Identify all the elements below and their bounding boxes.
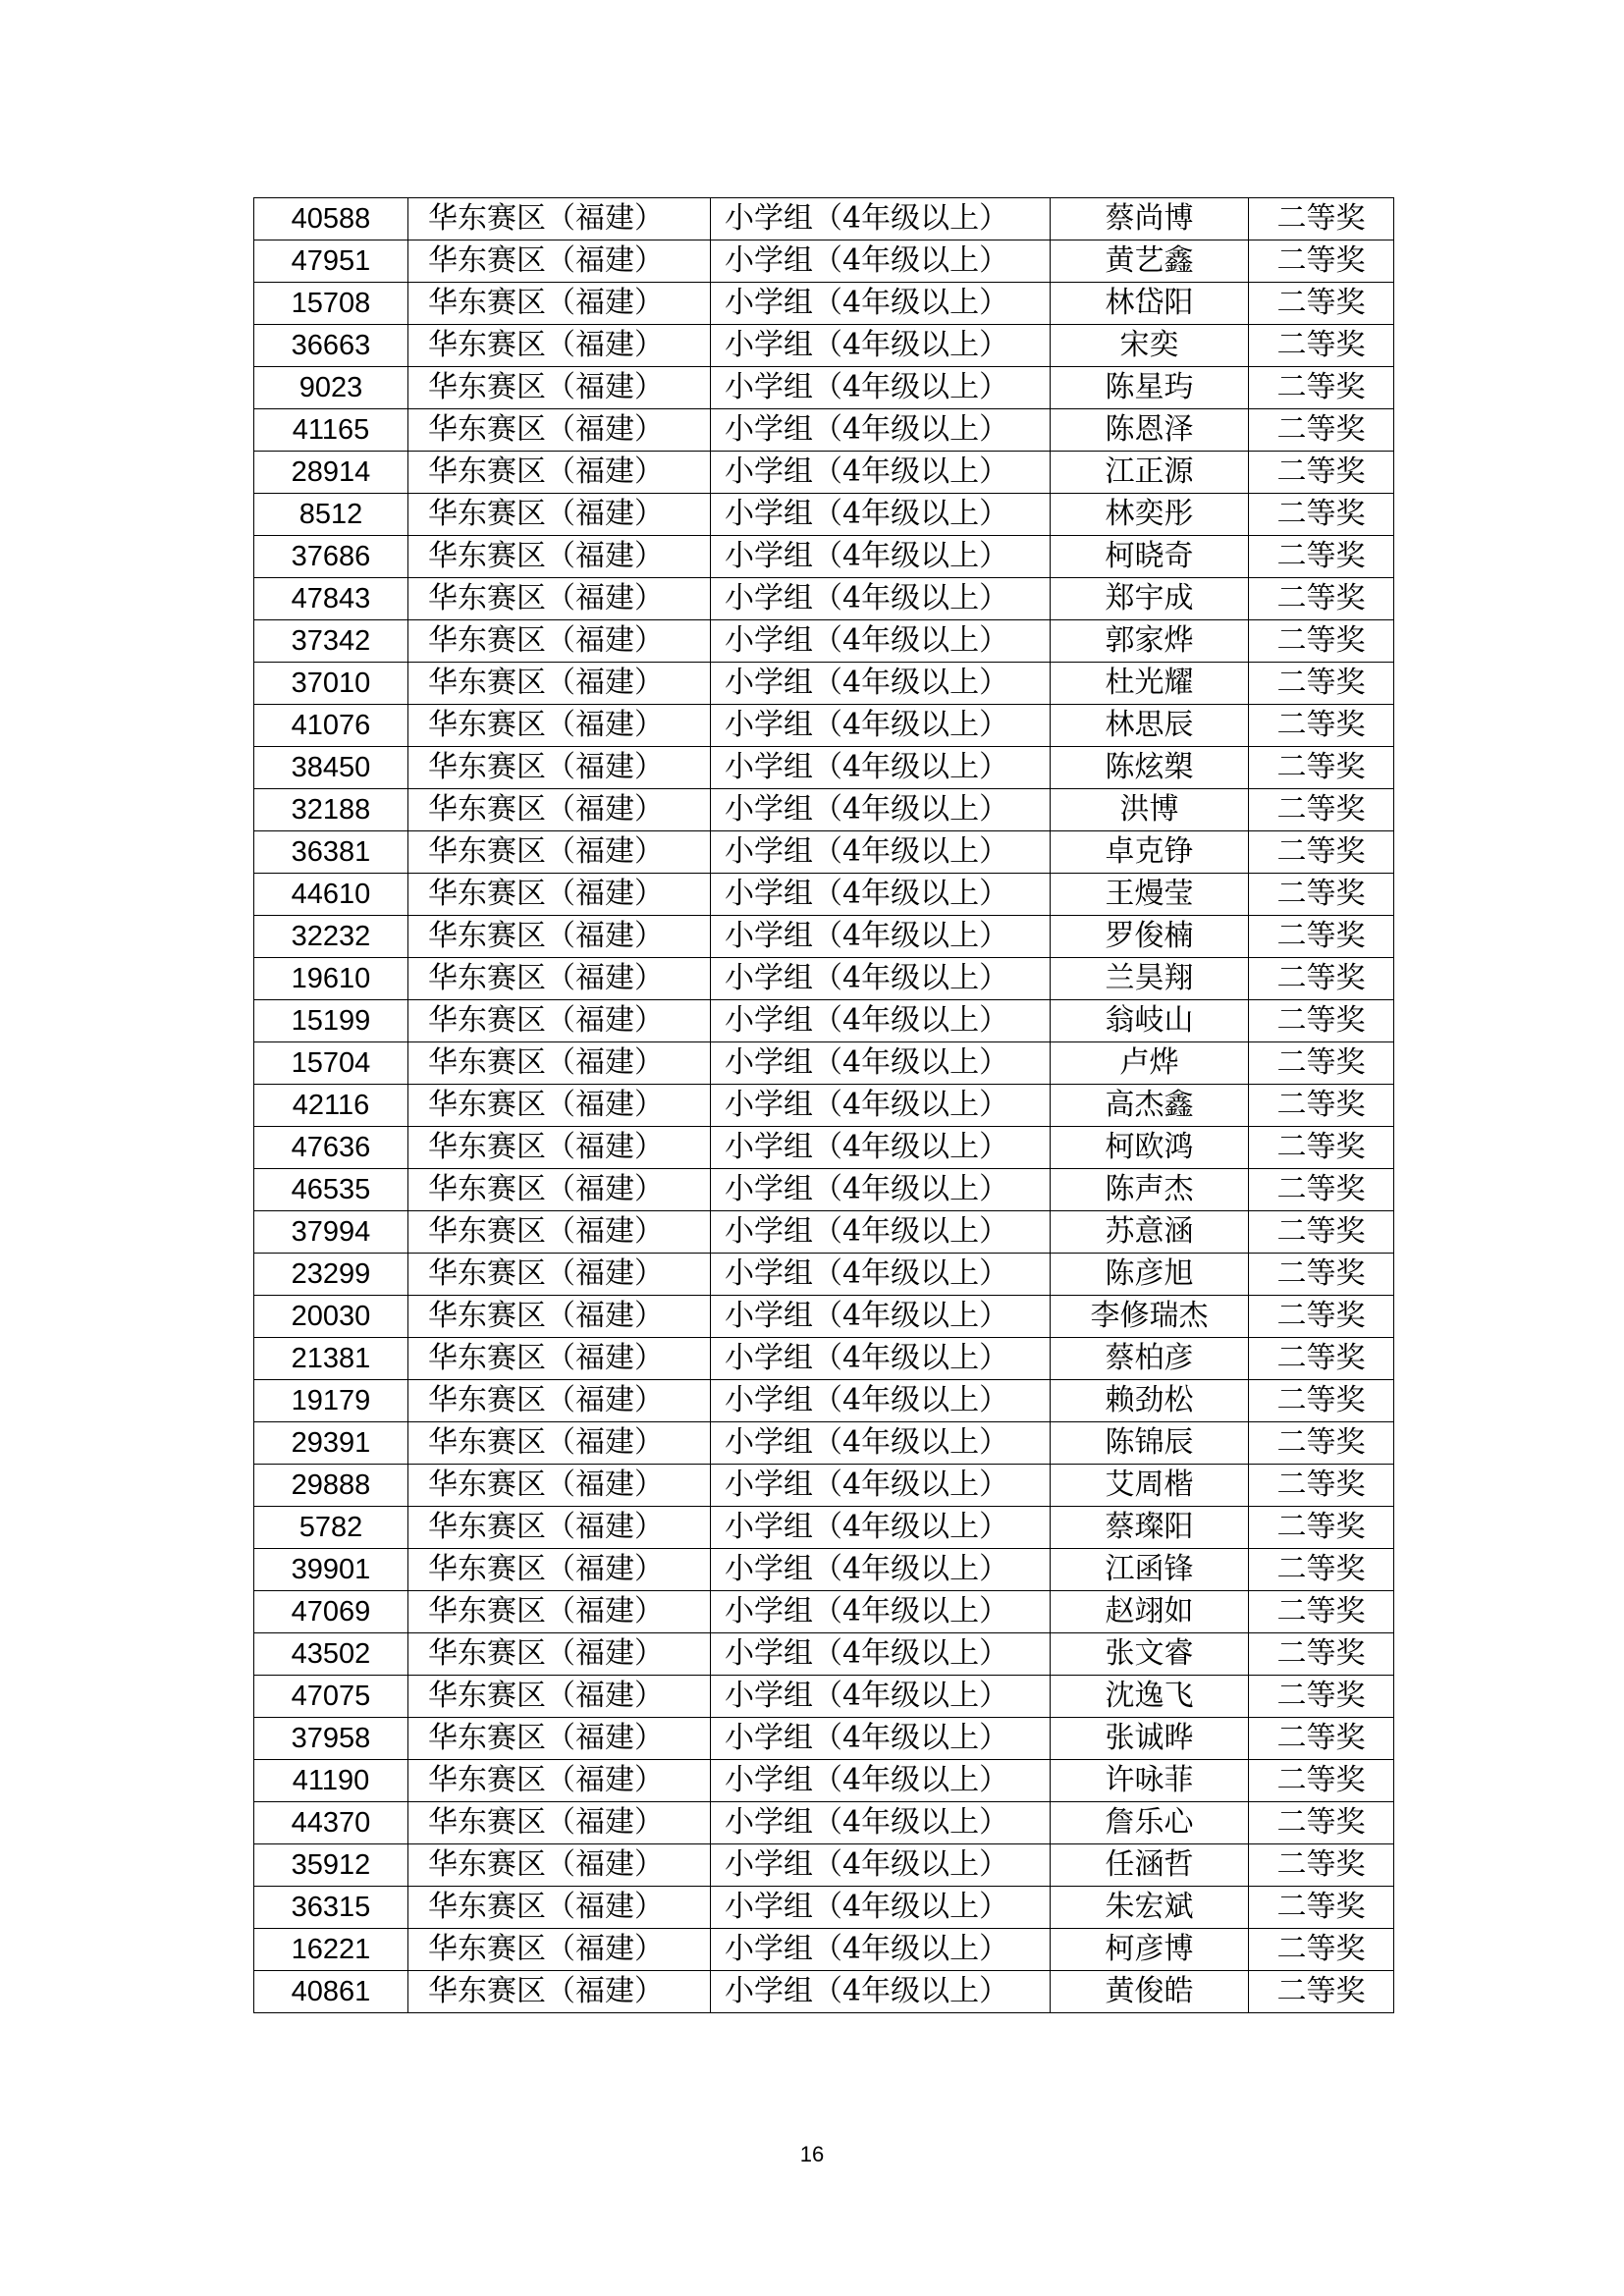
cell-group: 小学组（4年级以上）	[711, 663, 1051, 705]
cell-group: 小学组（4年级以上）	[711, 1254, 1051, 1296]
cell-name: 柯晓奇	[1051, 536, 1249, 578]
table-row	[254, 1127, 1394, 1169]
cell-name: 林岱阳	[1051, 283, 1249, 325]
cell-id: 29888	[254, 1465, 408, 1507]
cell-group: 小学组（4年级以上）	[711, 1591, 1051, 1633]
cell-group: 小学组（4年级以上）	[711, 1169, 1051, 1211]
cell-id: 47843	[254, 578, 408, 620]
cell-region: 华东赛区（福建）	[408, 198, 711, 240]
cell-group: 小学组（4年级以上）	[711, 1633, 1051, 1676]
table-row	[254, 1465, 1394, 1507]
cell-award: 二等奖	[1249, 367, 1394, 409]
table-row	[254, 1380, 1394, 1422]
cell-id: 32232	[254, 916, 408, 958]
cell-name: 江函锋	[1051, 1549, 1249, 1591]
table-row	[254, 1254, 1394, 1296]
cell-group: 小学组（4年级以上）	[711, 1929, 1051, 1971]
table-row	[254, 1760, 1394, 1802]
cell-group: 小学组（4年级以上）	[711, 874, 1051, 916]
cell-region: 华东赛区（福建）	[408, 1676, 711, 1718]
cell-region: 华东赛区（福建）	[408, 367, 711, 409]
cell-name: 郑宇成	[1051, 578, 1249, 620]
cell-name: 陈星玙	[1051, 367, 1249, 409]
cell-award: 二等奖	[1249, 494, 1394, 536]
cell-group: 小学组（4年级以上）	[711, 789, 1051, 831]
cell-name: 郭家烨	[1051, 620, 1249, 663]
cell-group: 小学组（4年级以上）	[711, 1042, 1051, 1085]
cell-group: 小学组（4年级以上）	[711, 1676, 1051, 1718]
table-row	[254, 1633, 1394, 1676]
table-row	[254, 367, 1394, 409]
cell-name: 苏意涵	[1051, 1211, 1249, 1254]
cell-region: 华东赛区（福建）	[408, 1254, 711, 1296]
cell-name: 沈逸飞	[1051, 1676, 1249, 1718]
cell-group: 小学组（4年级以上）	[711, 916, 1051, 958]
cell-name: 罗俊楠	[1051, 916, 1249, 958]
cell-group: 小学组（4年级以上）	[711, 536, 1051, 578]
table-row	[254, 578, 1394, 620]
cell-region: 华东赛区（福建）	[408, 325, 711, 367]
cell-region: 华东赛区（福建）	[408, 789, 711, 831]
cell-id: 28914	[254, 452, 408, 494]
cell-id: 35912	[254, 1844, 408, 1887]
cell-award: 二等奖	[1249, 1042, 1394, 1085]
cell-id: 5782	[254, 1507, 408, 1549]
cell-name: 高杰鑫	[1051, 1085, 1249, 1127]
cell-award: 二等奖	[1249, 1549, 1394, 1591]
cell-name: 詹乐心	[1051, 1802, 1249, 1844]
cell-id: 16221	[254, 1929, 408, 1971]
cell-id: 44610	[254, 874, 408, 916]
table-row	[254, 409, 1394, 452]
cell-award: 二等奖	[1249, 1971, 1394, 2013]
cell-name: 宋奕	[1051, 325, 1249, 367]
cell-region: 华东赛区（福建）	[408, 1718, 711, 1760]
table-row	[254, 1338, 1394, 1380]
table-row	[254, 1676, 1394, 1718]
cell-award: 二等奖	[1249, 1760, 1394, 1802]
cell-region: 华东赛区（福建）	[408, 1296, 711, 1338]
results-table	[253, 197, 1394, 2013]
cell-group: 小学组（4年级以上）	[711, 705, 1051, 747]
cell-award: 二等奖	[1249, 283, 1394, 325]
cell-region: 华东赛区（福建）	[408, 1929, 711, 1971]
cell-group: 小学组（4年级以上）	[711, 1000, 1051, 1042]
cell-award: 二等奖	[1249, 1844, 1394, 1887]
cell-award: 二等奖	[1249, 1507, 1394, 1549]
cell-award: 二等奖	[1249, 705, 1394, 747]
cell-group: 小学组（4年级以上）	[711, 1971, 1051, 2013]
cell-award: 二等奖	[1249, 1465, 1394, 1507]
table-row	[254, 1507, 1394, 1549]
table-row	[254, 1802, 1394, 1844]
cell-name: 李修瑞杰	[1051, 1296, 1249, 1338]
table-row	[254, 494, 1394, 536]
cell-award: 二等奖	[1249, 409, 1394, 452]
cell-name: 陈锦辰	[1051, 1422, 1249, 1465]
cell-region: 华东赛区（福建）	[408, 1549, 711, 1591]
cell-name: 黄艺鑫	[1051, 240, 1249, 283]
cell-region: 华东赛区（福建）	[408, 1085, 711, 1127]
cell-group: 小学组（4年级以上）	[711, 1338, 1051, 1380]
cell-id: 41165	[254, 409, 408, 452]
cell-award: 二等奖	[1249, 536, 1394, 578]
table-row	[254, 325, 1394, 367]
cell-id: 9023	[254, 367, 408, 409]
cell-region: 华东赛区（福建）	[408, 1507, 711, 1549]
table-row	[254, 1211, 1394, 1254]
cell-id: 46535	[254, 1169, 408, 1211]
cell-region: 华东赛区（福建）	[408, 663, 711, 705]
cell-award: 二等奖	[1249, 1211, 1394, 1254]
cell-region: 华东赛区（福建）	[408, 1169, 711, 1211]
cell-id: 19610	[254, 958, 408, 1000]
cell-id: 41190	[254, 1760, 408, 1802]
cell-group: 小学组（4年级以上）	[711, 1127, 1051, 1169]
cell-award: 二等奖	[1249, 325, 1394, 367]
cell-region: 华东赛区（福建）	[408, 452, 711, 494]
cell-id: 43502	[254, 1633, 408, 1676]
cell-group: 小学组（4年级以上）	[711, 367, 1051, 409]
table-row	[254, 831, 1394, 874]
cell-name: 江正源	[1051, 452, 1249, 494]
cell-id: 47636	[254, 1127, 408, 1169]
table-row	[254, 916, 1394, 958]
cell-region: 华东赛区（福建）	[408, 536, 711, 578]
cell-award: 二等奖	[1249, 747, 1394, 789]
cell-id: 37686	[254, 536, 408, 578]
cell-award: 二等奖	[1249, 874, 1394, 916]
cell-region: 华东赛区（福建）	[408, 283, 711, 325]
cell-group: 小学组（4年级以上）	[711, 1507, 1051, 1549]
cell-name: 洪博	[1051, 789, 1249, 831]
cell-name: 陈声杰	[1051, 1169, 1249, 1211]
cell-group: 小学组（4年级以上）	[711, 1465, 1051, 1507]
cell-award: 二等奖	[1249, 620, 1394, 663]
cell-name: 朱宏斌	[1051, 1887, 1249, 1929]
cell-region: 华东赛区（福建）	[408, 747, 711, 789]
cell-award: 二等奖	[1249, 240, 1394, 283]
cell-award: 二等奖	[1249, 1296, 1394, 1338]
cell-group: 小学组（4年级以上）	[711, 1887, 1051, 1929]
table-row	[254, 452, 1394, 494]
cell-id: 39901	[254, 1549, 408, 1591]
table-row	[254, 1971, 1394, 2013]
cell-award: 二等奖	[1249, 1802, 1394, 1844]
cell-award: 二等奖	[1249, 1718, 1394, 1760]
cell-group: 小学组（4年级以上）	[711, 283, 1051, 325]
cell-region: 华东赛区（福建）	[408, 1887, 711, 1929]
cell-region: 华东赛区（福建）	[408, 1633, 711, 1676]
cell-region: 华东赛区（福建）	[408, 240, 711, 283]
table-row	[254, 1085, 1394, 1127]
cell-group: 小学组（4年级以上）	[711, 1549, 1051, 1591]
cell-name: 陈恩泽	[1051, 409, 1249, 452]
cell-name: 兰昊翔	[1051, 958, 1249, 1000]
cell-region: 华东赛区（福建）	[408, 831, 711, 874]
cell-name: 陈炫槊	[1051, 747, 1249, 789]
cell-name: 柯欧鸿	[1051, 1127, 1249, 1169]
table-row	[254, 705, 1394, 747]
cell-id: 15708	[254, 283, 408, 325]
cell-id: 21381	[254, 1338, 408, 1380]
cell-award: 二等奖	[1249, 1591, 1394, 1633]
cell-group: 小学组（4年级以上）	[711, 1211, 1051, 1254]
cell-name: 黄俊皓	[1051, 1971, 1249, 2013]
table-row	[254, 1169, 1394, 1211]
cell-group: 小学组（4年级以上）	[711, 1802, 1051, 1844]
cell-id: 36315	[254, 1887, 408, 1929]
cell-name: 林奕彤	[1051, 494, 1249, 536]
cell-id: 36381	[254, 831, 408, 874]
cell-name: 任涵哲	[1051, 1844, 1249, 1887]
cell-region: 华东赛区（福建）	[408, 1760, 711, 1802]
table-row	[254, 198, 1394, 240]
cell-group: 小学组（4年级以上）	[711, 452, 1051, 494]
cell-region: 华东赛区（福建）	[408, 1042, 711, 1085]
cell-group: 小学组（4年级以上）	[711, 831, 1051, 874]
cell-award: 二等奖	[1249, 578, 1394, 620]
cell-name: 柯彦博	[1051, 1929, 1249, 1971]
cell-id: 29391	[254, 1422, 408, 1465]
table-row	[254, 1042, 1394, 1085]
table-row	[254, 789, 1394, 831]
cell-id: 20030	[254, 1296, 408, 1338]
cell-id: 19179	[254, 1380, 408, 1422]
cell-group: 小学组（4年级以上）	[711, 620, 1051, 663]
table-row	[254, 283, 1394, 325]
cell-award: 二等奖	[1249, 1380, 1394, 1422]
cell-group: 小学组（4年级以上）	[711, 578, 1051, 620]
cell-region: 华东赛区（福建）	[408, 1971, 711, 2013]
cell-award: 二等奖	[1249, 1254, 1394, 1296]
cell-id: 47069	[254, 1591, 408, 1633]
cell-id: 41076	[254, 705, 408, 747]
cell-award: 二等奖	[1249, 663, 1394, 705]
cell-name: 卢烨	[1051, 1042, 1249, 1085]
cell-region: 华东赛区（福建）	[408, 958, 711, 1000]
cell-id: 47951	[254, 240, 408, 283]
table-row	[254, 1296, 1394, 1338]
cell-id: 44370	[254, 1802, 408, 1844]
cell-id: 37010	[254, 663, 408, 705]
cell-group: 小学组（4年级以上）	[711, 1844, 1051, 1887]
cell-name: 艾周楷	[1051, 1465, 1249, 1507]
cell-id: 32188	[254, 789, 408, 831]
cell-award: 二等奖	[1249, 1127, 1394, 1169]
cell-id: 38450	[254, 747, 408, 789]
cell-region: 华东赛区（福建）	[408, 874, 711, 916]
cell-name: 陈彦旭	[1051, 1254, 1249, 1296]
cell-id: 23299	[254, 1254, 408, 1296]
cell-region: 华东赛区（福建）	[408, 494, 711, 536]
cell-award: 二等奖	[1249, 1169, 1394, 1211]
cell-award: 二等奖	[1249, 1085, 1394, 1127]
cell-region: 华东赛区（福建）	[408, 705, 711, 747]
cell-name: 张诚晔	[1051, 1718, 1249, 1760]
cell-group: 小学组（4年级以上）	[711, 958, 1051, 1000]
cell-group: 小学组（4年级以上）	[711, 1422, 1051, 1465]
cell-region: 华东赛区（福建）	[408, 1422, 711, 1465]
cell-award: 二等奖	[1249, 1633, 1394, 1676]
cell-award: 二等奖	[1249, 1676, 1394, 1718]
cell-name: 林思辰	[1051, 705, 1249, 747]
cell-id: 40861	[254, 1971, 408, 2013]
cell-award: 二等奖	[1249, 916, 1394, 958]
cell-group: 小学组（4年级以上）	[711, 1296, 1051, 1338]
cell-id: 37342	[254, 620, 408, 663]
cell-award: 二等奖	[1249, 1929, 1394, 1971]
cell-region: 华东赛区（福建）	[408, 1338, 711, 1380]
cell-group: 小学组（4年级以上）	[711, 747, 1051, 789]
table-row	[254, 1844, 1394, 1887]
cell-group: 小学组（4年级以上）	[711, 409, 1051, 452]
cell-id: 47075	[254, 1676, 408, 1718]
cell-award: 二等奖	[1249, 198, 1394, 240]
cell-group: 小学组（4年级以上）	[711, 198, 1051, 240]
page-number: 16	[799, 2142, 825, 2166]
cell-group: 小学组（4年级以上）	[711, 240, 1051, 283]
table-row	[254, 240, 1394, 283]
cell-award: 二等奖	[1249, 1338, 1394, 1380]
cell-name: 卓克铮	[1051, 831, 1249, 874]
table-row	[254, 663, 1394, 705]
table-row	[254, 958, 1394, 1000]
cell-id: 15704	[254, 1042, 408, 1085]
cell-group: 小学组（4年级以上）	[711, 1380, 1051, 1422]
table-row	[254, 1000, 1394, 1042]
cell-region: 华东赛区（福建）	[408, 1591, 711, 1633]
cell-group: 小学组（4年级以上）	[711, 1718, 1051, 1760]
table-row	[254, 620, 1394, 663]
cell-name: 许咏菲	[1051, 1760, 1249, 1802]
cell-name: 赵翊如	[1051, 1591, 1249, 1633]
cell-region: 华东赛区（福建）	[408, 1844, 711, 1887]
cell-award: 二等奖	[1249, 452, 1394, 494]
cell-region: 华东赛区（福建）	[408, 916, 711, 958]
cell-award: 二等奖	[1249, 958, 1394, 1000]
table-row	[254, 747, 1394, 789]
cell-id: 42116	[254, 1085, 408, 1127]
table-row	[254, 536, 1394, 578]
cell-region: 华东赛区（福建）	[408, 1211, 711, 1254]
table-row	[254, 1422, 1394, 1465]
cell-group: 小学组（4年级以上）	[711, 494, 1051, 536]
table-row	[254, 1887, 1394, 1929]
cell-award: 二等奖	[1249, 1422, 1394, 1465]
cell-award: 二等奖	[1249, 1887, 1394, 1929]
cell-name: 翁岐山	[1051, 1000, 1249, 1042]
cell-name: 赖劲松	[1051, 1380, 1249, 1422]
cell-region: 华东赛区（福建）	[408, 1465, 711, 1507]
cell-group: 小学组（4年级以上）	[711, 1085, 1051, 1127]
cell-id: 40588	[254, 198, 408, 240]
cell-region: 华东赛区（福建）	[408, 578, 711, 620]
cell-award: 二等奖	[1249, 789, 1394, 831]
cell-name: 蔡璨阳	[1051, 1507, 1249, 1549]
cell-id: 37994	[254, 1211, 408, 1254]
cell-id: 36663	[254, 325, 408, 367]
cell-id: 8512	[254, 494, 408, 536]
results-table-body	[254, 198, 1394, 2013]
cell-region: 华东赛区（福建）	[408, 1380, 711, 1422]
table-row	[254, 874, 1394, 916]
cell-id: 37958	[254, 1718, 408, 1760]
cell-region: 华东赛区（福建）	[408, 1000, 711, 1042]
cell-region: 华东赛区（福建）	[408, 620, 711, 663]
cell-name: 王熳莹	[1051, 874, 1249, 916]
cell-award: 二等奖	[1249, 1000, 1394, 1042]
table-row	[254, 1549, 1394, 1591]
cell-award: 二等奖	[1249, 831, 1394, 874]
cell-region: 华东赛区（福建）	[408, 409, 711, 452]
cell-region: 华东赛区（福建）	[408, 1802, 711, 1844]
cell-name: 蔡柏彦	[1051, 1338, 1249, 1380]
table-row	[254, 1929, 1394, 1971]
table-row	[254, 1718, 1394, 1760]
cell-group: 小学组（4年级以上）	[711, 325, 1051, 367]
table-row	[254, 1591, 1394, 1633]
cell-region: 华东赛区（福建）	[408, 1127, 711, 1169]
cell-group: 小学组（4年级以上）	[711, 1760, 1051, 1802]
cell-name: 张文睿	[1051, 1633, 1249, 1676]
cell-name: 蔡尚博	[1051, 198, 1249, 240]
cell-name: 杜光耀	[1051, 663, 1249, 705]
cell-id: 15199	[254, 1000, 408, 1042]
